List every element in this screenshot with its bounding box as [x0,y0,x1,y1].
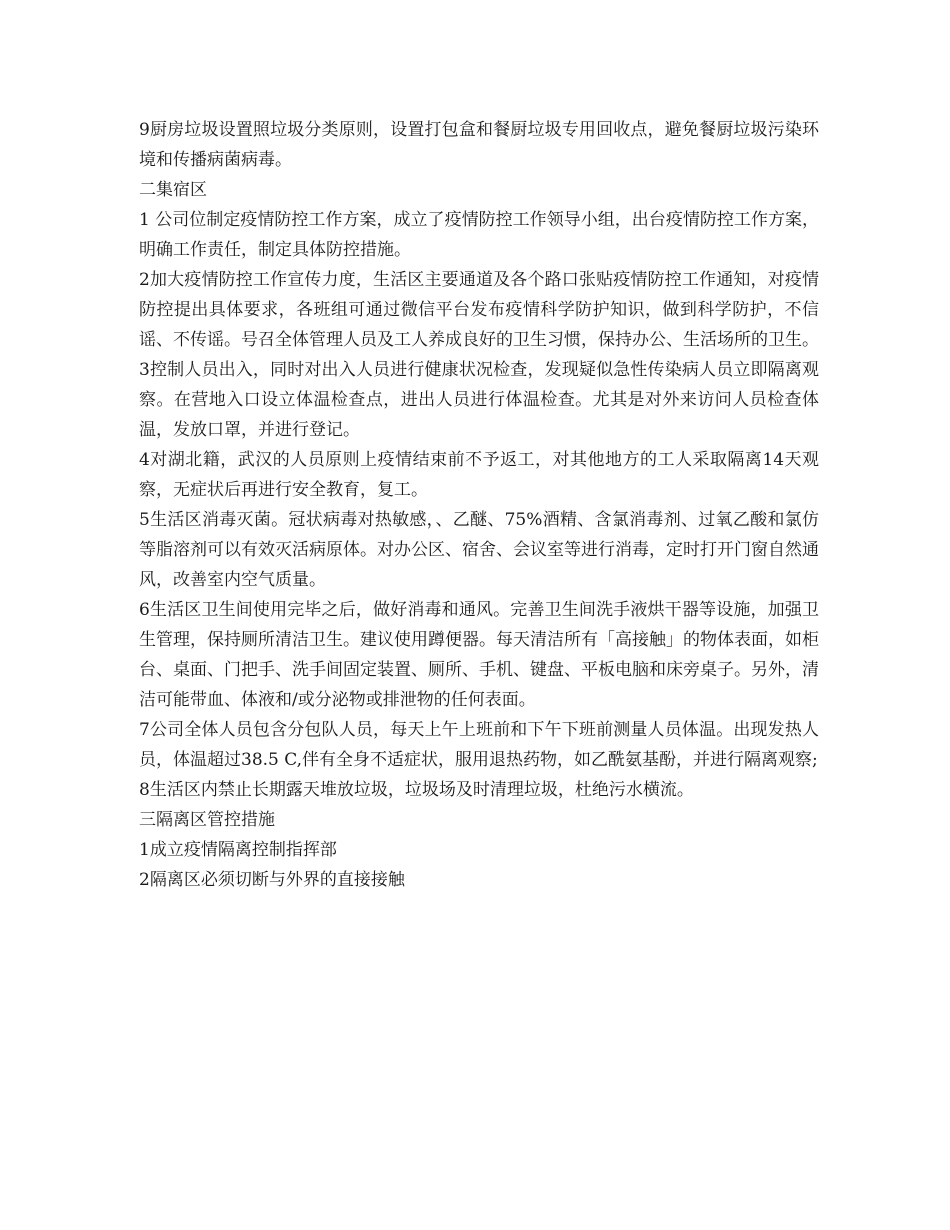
paragraph-item-3: 3控制人员出入，同时对出入人员进行健康状况检查，发现疑似急性传染病人员立即隔离观察。在营地入口设立体温检查点，进出人员进行体温检查。尤其是对外来访问人员检查体温，发放口罩，并进行登记。 [139,360,819,440]
paragraph-kitchen-waste: 9厨房垃圾设置照垃圾分类原则，设置打包盒和餐厨垃圾专用回收点，避免餐厨垃圾污染环境和传播病菌病毒。 [139,120,819,170]
section-heading-isolation: 三隔离区管控措施 [139,810,275,830]
paragraph-item-2: 2加大疫情防控工作宣传力度，生活区主要通道及各个路口张贴疫情防控工作通知，对疫情防控提出具体要求，各班组可通过微信平台发布疫情科学防护知识，做到科学防护，不信谣、不传谣。号召全体管理人员及工人养成良好的卫生习惯，保持办公、生活场所的卫生。 [139,270,819,350]
paragraph-isolation-2: 2隔离区必须切断与外界的直接接触 [139,870,405,890]
paragraph-item-6: 6生活区卫生间使用完毕之后，做好消毒和通风。完善卫生间洗手液烘干器等设施，加强卫生管理，保持厕所清洁卫生。建议使用蹲便器。每天清洁所有「高接触」的物体表面，如柜台、桌面、门把手、洗手间固定装置、厕所、手机、键盘、平板电脑和床旁桌子。另外，清洁可能带血、体液和/或分泌物或排泄物的任何表面。 [139,600,819,710]
paragraph-item-5: 5生活区消毒灭菌。冠状病毒对热敏感，、乙醚、75%酒精、含氯消毒剂、过氧乙酸和氯仿等脂溶剂可以有效灭活病原体。对办公区、宿舍、会议室等进行消毒，定时打开门窗自然通风，改善室内空气质量。 [139,510,819,590]
paragraph-item-7: 7公司全体人员包含分包队人员，每天上午上班前和下午下班前测量人员体温。出现发热人员，体温超过38.5 C,伴有全身不适症状，服用退热药物，如乙酰氨基酚，并进行隔离观察; [139,720,819,770]
paragraph-isolation-1: 1成立疫情隔离控制指挥部 [139,840,337,860]
paragraph-item-1: 1 公司位制定疫情防控工作方案，成立了疫情防控工作领导小组，出台疫情防控工作方案，明确工作责任，制定具体防控措施。 [139,210,819,260]
paragraph-item-8: 8生活区内禁止长期露天堆放垃圾，垃圾场及时清理垃圾，杜绝污水横流。 [139,780,694,800]
document-body [139,115,819,895]
section-heading-dormitory: 二集宿区 [139,180,207,200]
paragraph-item-4: 4对湖北籍，武汉的人员原则上疫情结束前不予返工，对其他地方的工人采取隔离14天观察，无症状后再进行安全教育，复工。 [139,450,819,500]
